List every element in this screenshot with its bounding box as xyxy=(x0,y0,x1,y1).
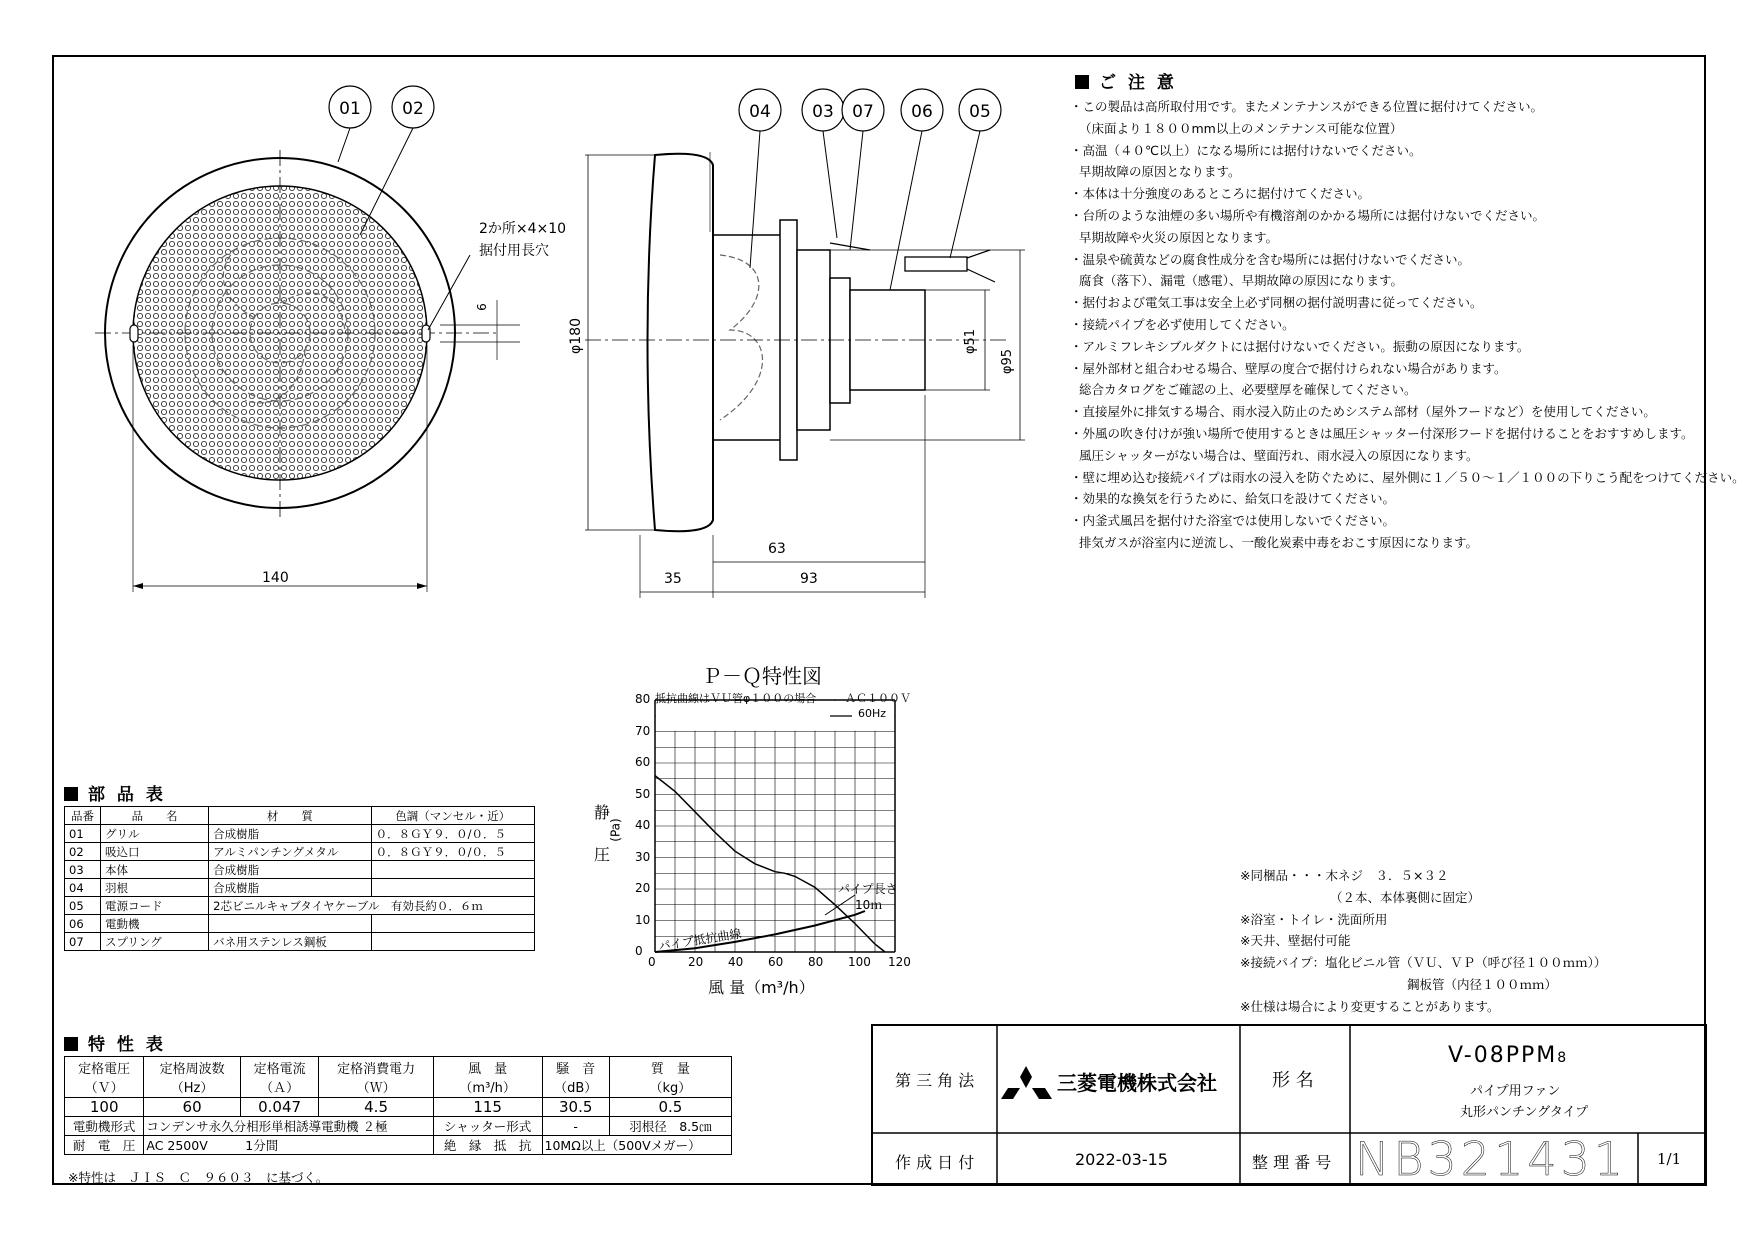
balloon-01: 01 xyxy=(339,99,361,119)
model-label: 形 名 xyxy=(1272,1070,1314,1091)
spec-motor-row xyxy=(65,1117,732,1136)
table-cell: 115 xyxy=(433,1098,542,1117)
date-value: 2022-03-15 xyxy=(1075,1150,1168,1169)
table-cell: 品 名 xyxy=(100,807,208,825)
y-tick-label: 0 xyxy=(635,944,643,958)
spec-header-row xyxy=(65,1057,732,1098)
table-cell: 60 xyxy=(144,1098,240,1117)
accessories-list xyxy=(1240,865,1606,1018)
front-view xyxy=(95,128,520,592)
pq-resist-label: パイプ抵抗曲線 xyxy=(657,926,743,954)
y-tick-label: 40 xyxy=(635,818,651,832)
note-line: 腐食（落下）、漏電（感電）、早期故障の原因になります。 xyxy=(1079,273,1404,289)
balloon-02: 02 xyxy=(402,99,424,119)
parts-header-row xyxy=(65,807,535,825)
spec-title: 特 性 表 xyxy=(64,1030,166,1055)
table-row xyxy=(65,879,535,897)
table-row xyxy=(65,915,535,933)
y-tick-label: 80 xyxy=(635,692,651,706)
y-tick-label: 30 xyxy=(635,849,651,864)
x-tick-label: 120 xyxy=(888,955,911,969)
table-cell: 01 xyxy=(65,825,101,843)
table-cell: 合成樹脂 xyxy=(209,879,371,897)
x-tick-label: 60 xyxy=(768,955,784,969)
table-cell: 電源コード xyxy=(100,897,208,915)
dim-35: 35 xyxy=(664,571,682,587)
table-cell: コンデンサ永久分相形単相誘導電動機 ２極 xyxy=(144,1117,433,1136)
y-tick-label: 60 xyxy=(635,755,651,769)
table-cell: 03 xyxy=(65,861,101,879)
table-cell: 定格消費電力 （Ｗ） xyxy=(319,1057,433,1098)
table-cell: スプリング xyxy=(100,933,208,951)
pq-ylabel-2: 圧 xyxy=(594,845,611,864)
note-line: ・屋外部材と組合わせる場合、壁厚の度合で据付けられない場合があります。 xyxy=(1070,360,1507,376)
balloon-03: 03 xyxy=(812,102,834,122)
table-cell: 材 質 xyxy=(209,807,371,825)
note-line: （床面より１８００mm以上のメンテナンス可能な位置） xyxy=(1079,120,1403,136)
note-line: ・直接屋外に排気する場合、雨水浸入防止のためシステム部材（屋外フードなど）を使用してください。 xyxy=(1070,404,1656,420)
table-cell: 2芯ビニルキャブタイヤケーブル 有効長約０．６ｍ xyxy=(209,897,535,915)
dim-phi95: φ95 xyxy=(1000,348,1016,375)
table-cell: 質 量 （kg） xyxy=(609,1057,731,1098)
pq-curve-60hz xyxy=(655,776,885,952)
table-cell: ０．８ＧＹ９．０/０．５ xyxy=(371,843,534,861)
model-number: V-08PPM8 xyxy=(1448,1043,1569,1068)
dim-width-140: 140 xyxy=(262,570,289,586)
table-cell: 合成樹脂 xyxy=(209,825,371,843)
model-desc-2: 丸形パンチングタイプ xyxy=(1460,1105,1589,1120)
note-line: ・温泉や硫黄などの腐食性成分を含む場所には据付けないでください。 xyxy=(1070,251,1471,267)
note-line: ・台所のような油煙の多い場所や有機溶剤のかかる場所には据付けないでください。 xyxy=(1070,207,1546,223)
spec-value-row xyxy=(65,1098,732,1117)
table-cell: 定格電流 （Ａ） xyxy=(240,1057,319,1098)
parts-table xyxy=(64,806,535,951)
table-cell: 30.5 xyxy=(542,1098,609,1117)
dim-63: 63 xyxy=(768,541,786,557)
y-tick-label: 10 xyxy=(635,912,651,927)
table-row xyxy=(65,825,535,843)
notes-title: ご 注 意 xyxy=(1075,68,1177,93)
table-cell: 0.5 xyxy=(609,1098,731,1117)
balloon-07: 07 xyxy=(852,102,874,122)
table-cell xyxy=(371,879,534,897)
balloon-05: 05 xyxy=(969,102,991,122)
table-row xyxy=(65,861,535,879)
table-cell: グリル xyxy=(100,825,208,843)
table-cell: - xyxy=(542,1117,609,1136)
x-tick-label: 20 xyxy=(688,955,704,969)
y-tick-label: 70 xyxy=(635,723,651,738)
balloon-06: 06 xyxy=(911,102,933,122)
accessory-line: ※浴室・トイレ・洗面所用 xyxy=(1240,911,1388,927)
table-cell: 電動機 xyxy=(100,915,208,933)
accessory-line: ※天井、壁据付可能 xyxy=(1240,933,1351,949)
table-cell: 色調（マンセル・近） xyxy=(371,807,534,825)
dim-slot-6: 6 xyxy=(474,303,489,311)
x-tick-label: 40 xyxy=(728,955,744,969)
table-cell: AC 2500V 1分間 xyxy=(144,1136,433,1155)
y-tick-label: 20 xyxy=(635,881,651,895)
table-cell: 10MΩ以上（500Vメガー） xyxy=(542,1136,731,1155)
table-cell: 05 xyxy=(65,897,101,915)
table-cell xyxy=(371,915,534,933)
company-name: 三菱電機株式会社 xyxy=(1057,1071,1217,1095)
pq-pipe-length-value: 10ｍ xyxy=(855,898,883,912)
doc-label: 整 理 番 号 xyxy=(1252,1153,1332,1172)
page-number: 1/1 xyxy=(1657,1150,1682,1168)
balloon-04: 04 xyxy=(749,102,771,122)
note-line: ・この製品は高所取付用です。またメンテナンスができる位置に据付けてください。 xyxy=(1070,99,1544,114)
model-desc-1: パイプ用ファン xyxy=(1470,1084,1561,1099)
table-cell: 羽根径 8.5㎝ xyxy=(609,1117,731,1136)
parts-title: 部 品 表 xyxy=(64,780,166,805)
spec-table xyxy=(64,1056,732,1155)
note-line: ・据付および電気工事は安全上必ず同梱の据付説明書に従ってください。 xyxy=(1070,295,1483,311)
note-line: ・本体は十分強度のあるところに据付けてください。 xyxy=(1070,186,1371,202)
note-line: ・壁に埋め込む接続パイプは雨水の浸入を防ぐために、屋外側に１／５０～１／１００の下りこう配をつけてください。 xyxy=(1070,469,1745,485)
table-cell: 定格周波数 （Hz） xyxy=(144,1057,240,1098)
note-line: 総合カタログをご確認の上、必要壁厚を確保してください。 xyxy=(1079,382,1417,398)
table-cell xyxy=(371,933,534,951)
table-cell: 羽根 xyxy=(100,879,208,897)
pq-title: Ｐ－Ｑ特性図 xyxy=(702,664,822,688)
pq-voltage: ＡＣ１００Ｖ xyxy=(845,692,911,705)
accessory-line: ※仕様は場合により変更することがあります。 xyxy=(1240,998,1500,1014)
doc-number: NB321431 xyxy=(1355,1132,1628,1186)
note-line: 早期故障の原因となります。 xyxy=(1079,164,1241,180)
note-line: 風圧シャッターがない場合は、壁面汚れ、雨水浸入の原因になります。 xyxy=(1079,447,1479,463)
pq-ylabel-1: 静 xyxy=(594,803,611,822)
note-line: ・高温（４０℃以上）になる場所には据付けないでください。 xyxy=(1070,142,1422,158)
side-view xyxy=(585,131,1025,598)
accessory-line: 鋼板管（内径１００ｍｍ） xyxy=(1407,976,1558,992)
table-cell: 合成樹脂 xyxy=(209,861,371,879)
dim-phi180: φ180 xyxy=(567,318,584,354)
table-cell: 風 量 （m³/h） xyxy=(433,1057,542,1098)
spec-insulation-row xyxy=(65,1136,732,1155)
pq-xlabel: 風 量（m³/h） xyxy=(708,978,815,997)
table-cell: 耐 電 圧 xyxy=(65,1136,144,1155)
table-cell: 品番 xyxy=(65,807,101,825)
table-row xyxy=(65,897,535,915)
part-balloons xyxy=(329,86,1001,131)
x-tick-label: 0 xyxy=(648,955,656,969)
table-cell: 絶 縁 抵 抗 xyxy=(433,1136,542,1155)
table-cell: 06 xyxy=(65,915,101,933)
pq-resistance-note: 抵抗曲線はＶＵ管φ１００の場合 xyxy=(655,692,817,705)
note-line: 早期故障や火災の原因となります。 xyxy=(1079,229,1279,245)
table-cell: 4.5 xyxy=(319,1098,433,1117)
table-cell: 04 xyxy=(65,879,101,897)
table-cell: 本体 xyxy=(100,861,208,879)
x-tick-label: 100 xyxy=(848,955,871,969)
note-line: 排気ガスが浴室内に逆流し、一酸化炭素中毒をおこす原因になります。 xyxy=(1079,534,1479,550)
table-cell: 0.047 xyxy=(240,1098,319,1117)
table-cell: シャッター形式 xyxy=(433,1117,542,1136)
accessory-line: ※同梱品・・・木ネジ ３．５×３２ xyxy=(1240,868,1449,883)
table-cell: 07 xyxy=(65,933,101,951)
pq-freq: 60Hz xyxy=(858,707,887,720)
dim-93: 93 xyxy=(800,571,818,587)
table-cell: 電動機形式 xyxy=(65,1117,144,1136)
pq-pipe-length-label: パイプ長さ xyxy=(838,882,898,896)
date-label: 作 成 日 付 xyxy=(895,1153,975,1172)
table-cell: バネ用ステンレス鋼板 xyxy=(209,933,371,951)
table-cell: アルミパンチングメタル xyxy=(209,843,371,861)
table-cell: 100 xyxy=(65,1098,144,1117)
table-cell: 02 xyxy=(65,843,101,861)
table-cell: ０．８ＧＹ９．０/０．５ xyxy=(371,825,534,843)
table-cell: 騒 音 （dB） xyxy=(542,1057,609,1098)
note-line: ・接続パイプを必ず使用してください。 xyxy=(1070,316,1295,332)
dim-phi51: φ51 xyxy=(963,328,979,355)
table-cell xyxy=(209,915,371,933)
projection-label: 第 三 角 法 xyxy=(895,1071,975,1090)
slot-note-line2: 据付用長穴 xyxy=(479,243,549,259)
x-tick-label: 80 xyxy=(808,955,824,969)
y-tick-label: 50 xyxy=(635,786,651,801)
table-cell xyxy=(371,861,534,879)
slot-note-line1: 2か所×4×10 xyxy=(479,221,567,237)
table-cell: 吸込口 xyxy=(100,843,208,861)
note-line: ・外風の吹き付けが強い場所で使用するときは風圧シャッター付深形フードを据付けることをおすすめします。 xyxy=(1070,425,1694,441)
table-row xyxy=(65,933,535,951)
pq-chart xyxy=(655,700,895,952)
note-line: ・効果的な換気を行うために、給気口を設けてください。 xyxy=(1070,491,1396,507)
table-cell: 定格電圧 （Ｖ） xyxy=(65,1057,144,1098)
accessory-line: （２本、本体裏側に固定） xyxy=(1330,889,1481,905)
table-row xyxy=(65,843,535,861)
notes-list xyxy=(1070,96,1745,554)
pq-ylabel-unit: (Pa) xyxy=(608,818,623,842)
accessory-line: ※接続パイプ：塩化ビニル管（ＶＵ、ＶＰ（呼び径１００ｍｍ）） xyxy=(1240,955,1607,971)
note-line: ・アルミフレキシブルダクトには据付けないでください。振動の原因になります。 xyxy=(1070,338,1530,354)
note-line: ・内釜式風呂を据付けた浴室では使用しないでください。 xyxy=(1070,513,1396,529)
spec-footnote: ※特性は ＪＩＳ Ｃ ９６０３ に基づく。 xyxy=(68,1170,329,1185)
